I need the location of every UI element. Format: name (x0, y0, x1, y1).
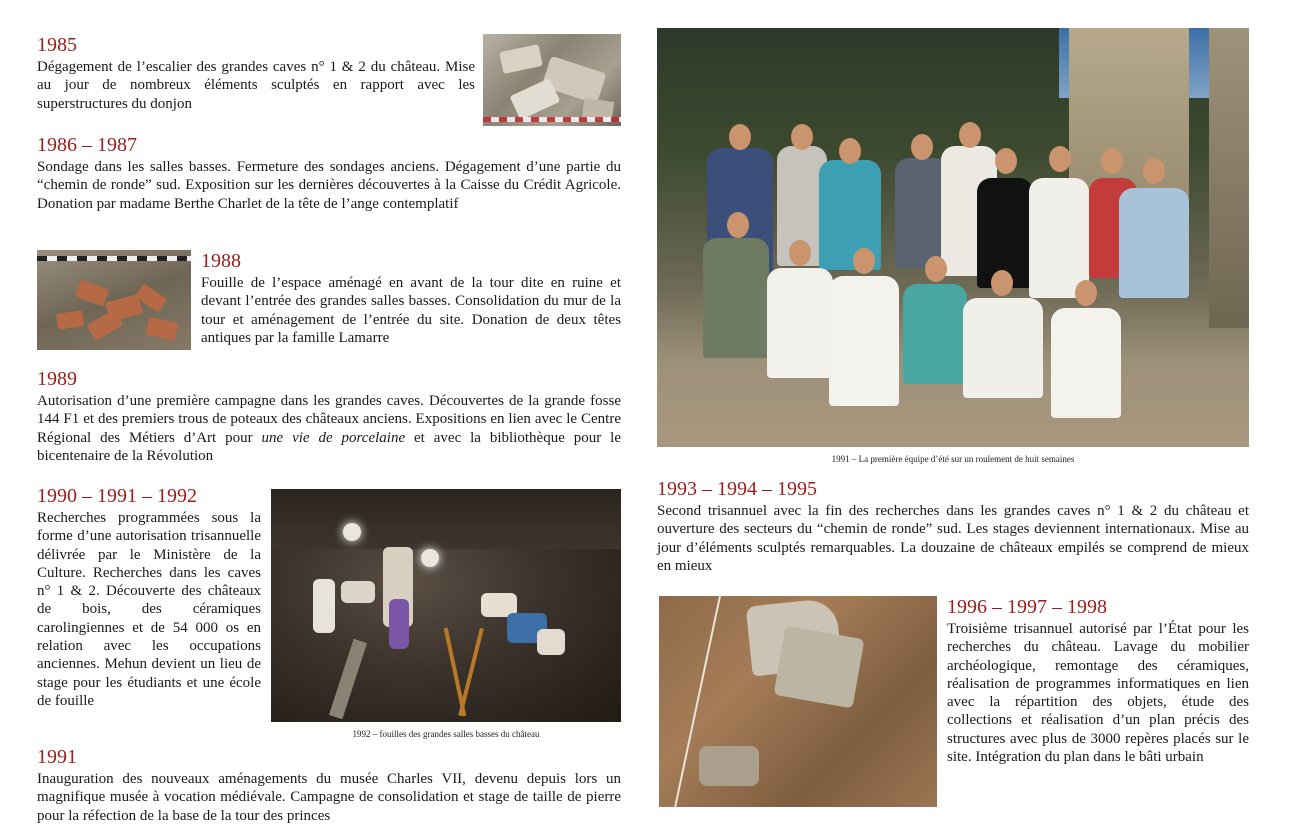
entry-1986-1987 (37, 134, 621, 213)
entry-text: Sondage dans les salles basses. Fermeture des sondages anciens. Dégagement d’une partie du “chemin de ronde” sud. Exposition sur les dernières découvertes à la Caisse du Crédit Agricole. Donation par madame Berthe Charlet de la tête de l’ange contemplatif (37, 159, 621, 212)
entry-text: Dégagement de l’escalier des grandes caves n° 1 & 2 du château. Mise au jour de nombreux éléments sculptés en rapport avec les superstructures du donjon (37, 59, 475, 112)
entry-text: Recherches programmées sous la forme d’une autorisation trisannuelle délivrée par le Ministère de la Culture. Recherches dans les caves n° 1 & 2. Découverte des châteaux de bois, des céramiques carolingiennes et de 54 000 os en relation avec les occupations anciennes. Mehun devient un lieu de stage pour les étudiants et une école de fouille (37, 510, 261, 709)
photo-tiles (37, 250, 191, 350)
entry-text (37, 392, 621, 465)
photo-sculpted-fragments (483, 34, 621, 126)
entry-text: Troisième trisannuel autorisé par l’État pour les recherches du château. Lavage du mobilier archéologique, remontage des céramiques, réalisation de programmes informatiques en lien avec la répartition des objets, étude des collections et réalisation d’un plan précis des structures avec plus de 3000 repères placés sur le site. Intégration du plan dans le bâti urbain (947, 621, 1249, 766)
entry-1990-1992 (37, 485, 261, 710)
photo-sculpted-block (659, 596, 937, 807)
entry-text-part: et avec la bibliothèque pour le bicentenaire de la Révolution (37, 429, 621, 464)
entry-1985 (37, 34, 475, 113)
entry-text: Second trisannuel avec la fin des recherches dans les grandes caves n° 1 & 2 du château et ouverture des secteurs du “chemin de ronde” sud. Les stages deviennent internationaux. Mise au jour d’éléments sculptés remarquables. La douzaine de châteaux empilés se comprend de mieux en mieux (657, 503, 1249, 574)
entry-1988 (201, 250, 621, 347)
entry-1993-1995 (657, 478, 1249, 575)
caption-team-1991: 1991 – La première équipe d’été sur un roulement de huit semaines (831, 454, 1075, 464)
year-heading: 1986 – 1987 (37, 134, 137, 156)
year-heading: 1993 – 1994 – 1995 (657, 478, 817, 500)
entry-text: Fouille de l’espace aménagé en avant de la tour dite en ruine et devant l’entrée des grandes salles basses. Consolidation du mur de la tour et aménagement de l’entrée du site. Donation de deux têtes antiques par la famille Lamarre (201, 275, 621, 346)
entry-1991 (37, 746, 621, 825)
year-heading: 1991 (37, 746, 77, 768)
exhibition-title: une vie de porcelaine (261, 429, 406, 446)
photo-team-1991 (657, 28, 1249, 447)
year-heading: 1985 (37, 34, 77, 56)
entry-1996-1998 (947, 596, 1249, 766)
caption-excavation-1992: 1992 – fouilles des grandes salles basses du château (352, 729, 540, 739)
photo-excavation-1992 (271, 489, 621, 722)
entry-1989 (37, 368, 621, 465)
entry-text: Inauguration des nouveaux aménagements du musée Charles VII, devenu depuis lors un magnifique musée à vocation médiévale. Campagne de consolidation et stage de taille de pierre pour la réfection de la base de la tour des princes (37, 771, 621, 824)
entry-text-part: Autorisation d’une première campagne dans les grandes caves. Découvertes de la grande fosse 144 F1 et des premiers trous de poteaux des châteaux anciens. Expositions en lien avec le Centre Régional des Métiers d’Art pour (37, 393, 621, 446)
year-heading: 1989 (37, 368, 77, 390)
year-heading: 1990 – 1991 – 1992 (37, 485, 197, 507)
year-heading: 1996 – 1997 – 1998 (947, 596, 1107, 618)
year-heading: 1988 (201, 250, 241, 272)
